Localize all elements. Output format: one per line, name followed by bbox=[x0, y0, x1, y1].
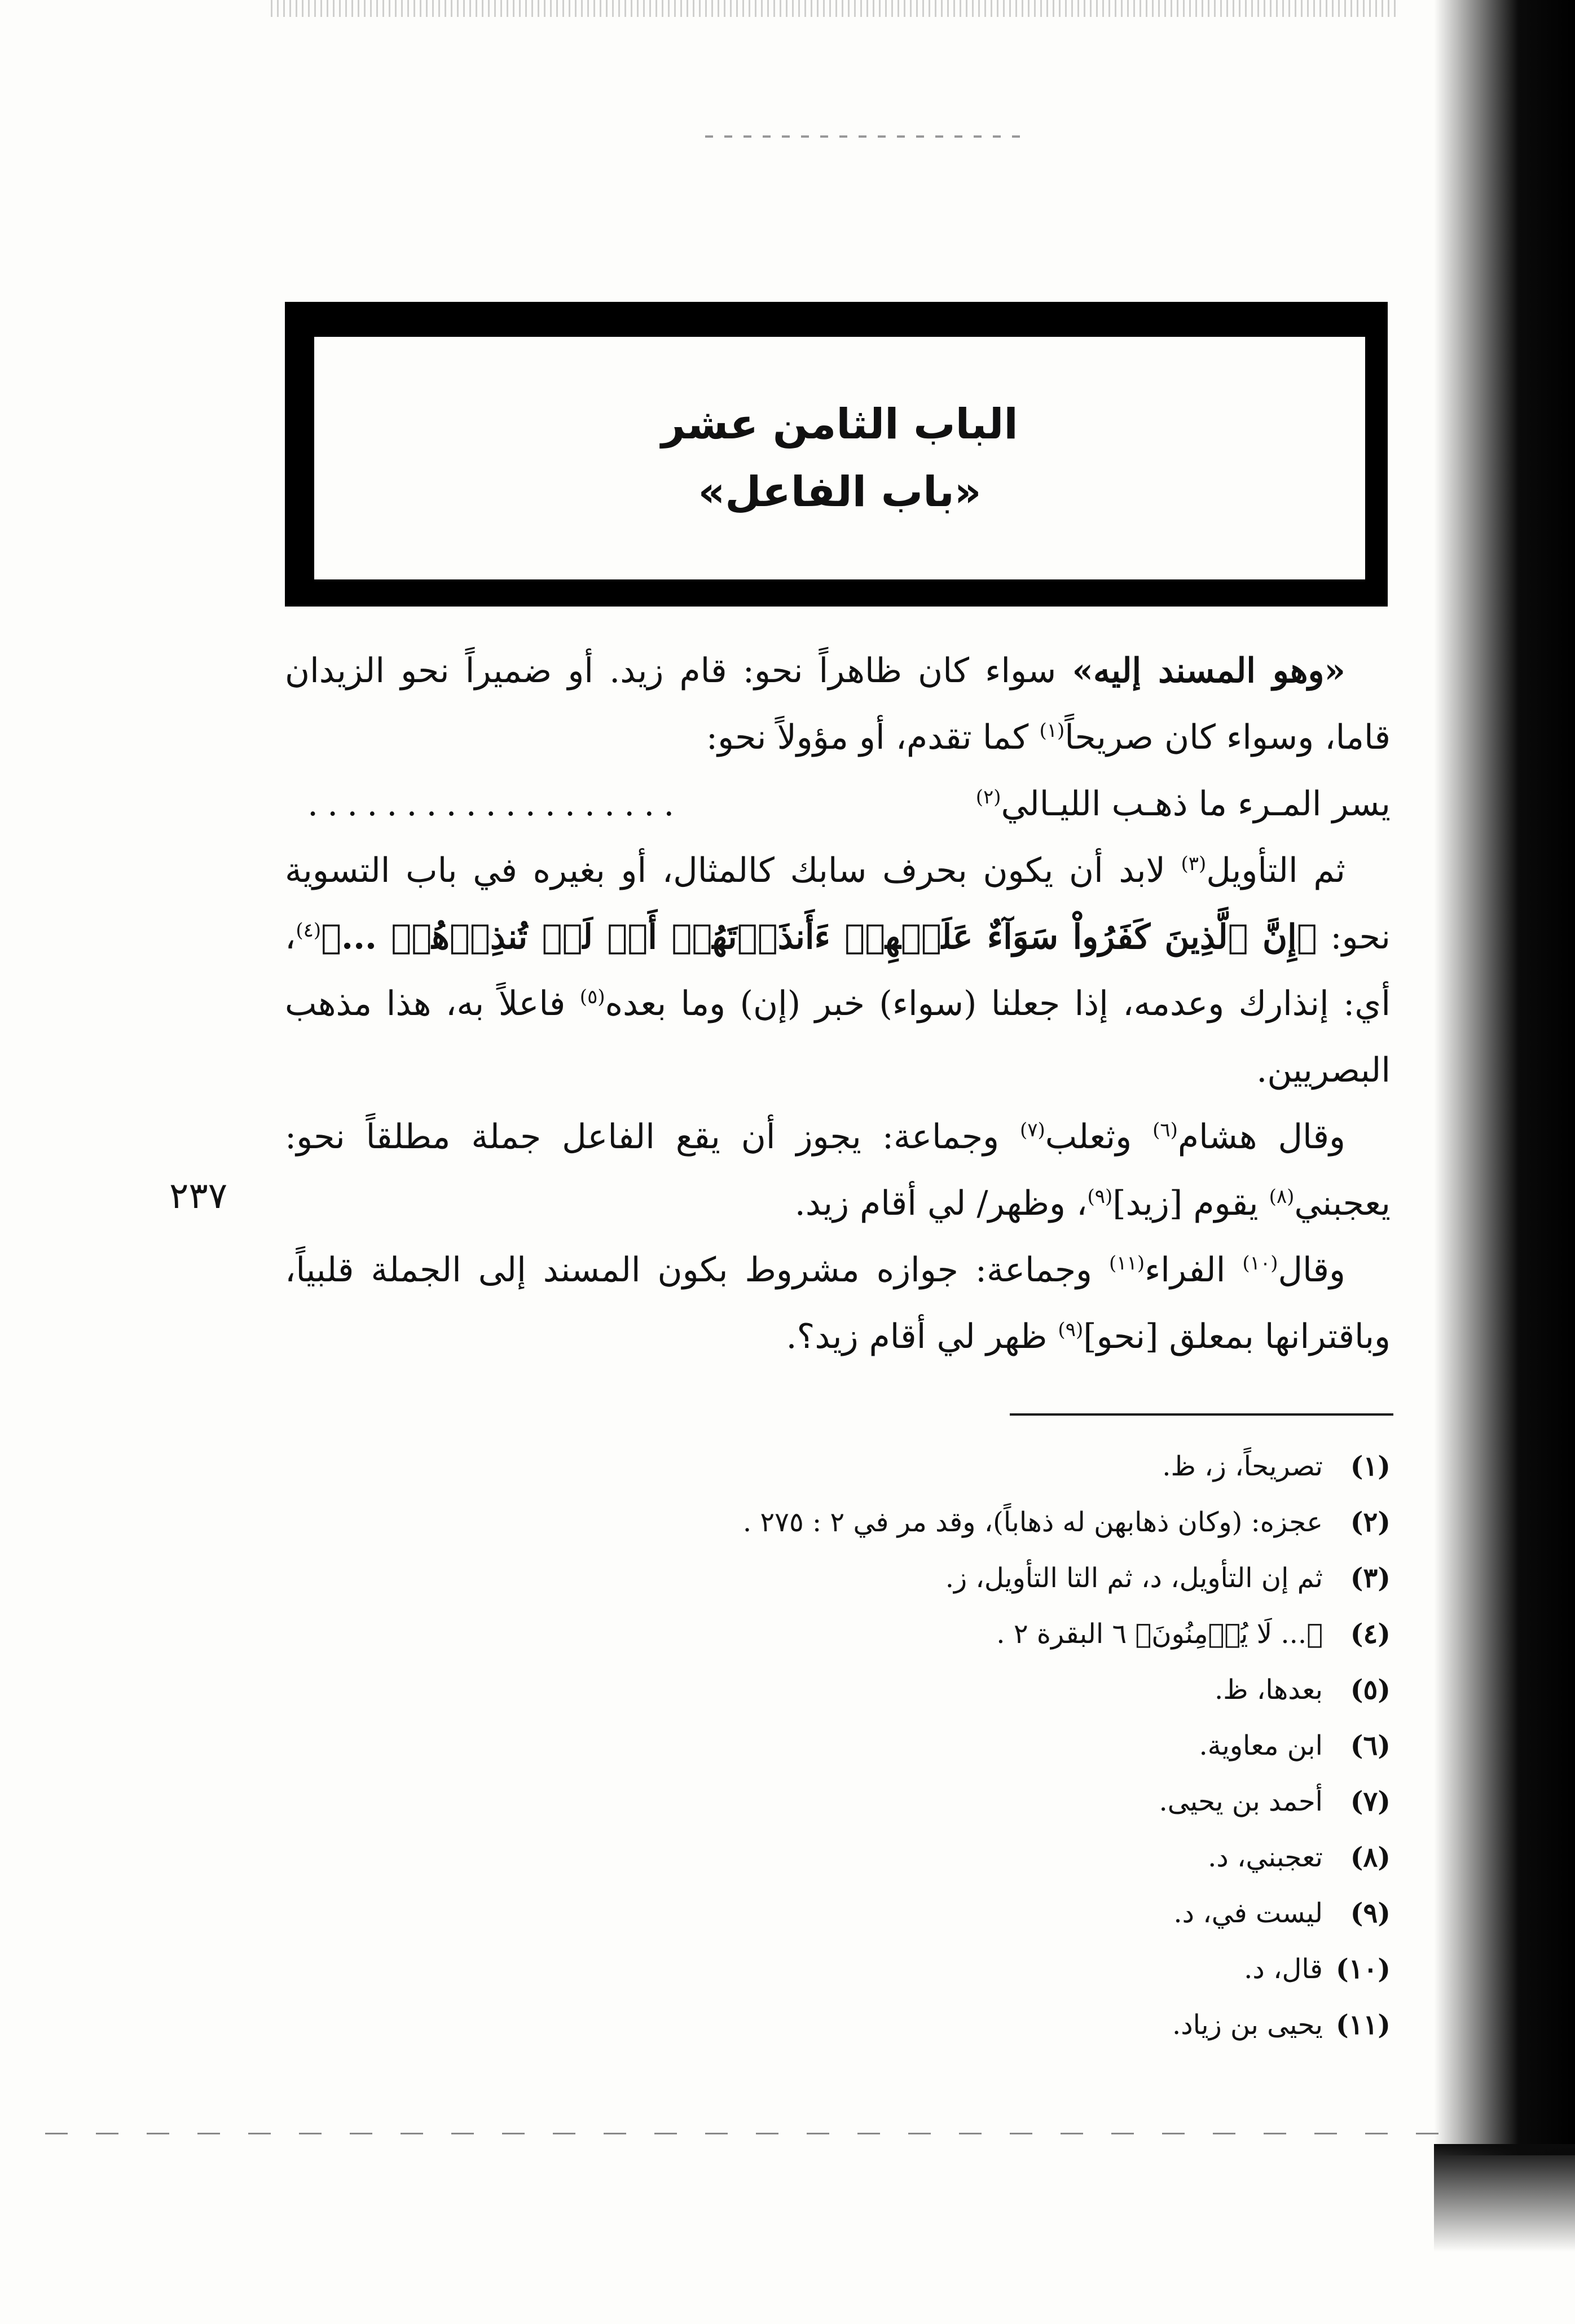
text-run: كما تقدم، أو مؤولاً نحو: bbox=[706, 718, 1040, 757]
footnote-text: قال، د. bbox=[1244, 1953, 1323, 1985]
footnote-ref: (٧) bbox=[1019, 1119, 1045, 1141]
text-run: ، أي: إنذارك وعدمه، إذا جعلنا (سواء) خبر (إن) وما بعده bbox=[285, 917, 1391, 1023]
footnote-text: بعدها، ظ. bbox=[1214, 1674, 1323, 1706]
footnote-item bbox=[285, 1662, 1391, 1718]
text-run: وقال هشام bbox=[1177, 1117, 1345, 1157]
footnote-divider bbox=[1010, 1413, 1393, 1416]
footnote-item bbox=[285, 1439, 1391, 1495]
footnote-ref: (٢) bbox=[975, 786, 1001, 809]
verse-line bbox=[285, 771, 1391, 837]
text-run: ظهر لي أقام زيد؟. bbox=[786, 1317, 1058, 1356]
footnote-text: عجزه: (وكان ذهابهن له ذهاباً)، وقد مر في ٢ : ٢٧٥ . bbox=[742, 1506, 1323, 1538]
footnote-ref: (١٠) bbox=[1242, 1252, 1278, 1275]
text-run: ثم التأويل bbox=[1206, 851, 1345, 890]
text-run: يقوم [زيد] bbox=[1112, 1184, 1269, 1223]
quran-quote: ﴿إِنَّ ٱلَّذِينَ كَفَرُواْ سَوَآءٌ عَلَيۡهِمۡ ءَأَنذَرۡتَهُمۡ أَمۡ لَمۡ تُنذِرۡهُمۡ ...﴾ bbox=[321, 917, 1317, 957]
footnote-ref: (٥) bbox=[579, 986, 605, 1008]
chapter-title-panel bbox=[312, 335, 1367, 582]
footnote-text: تعجبني، د. bbox=[1208, 1842, 1323, 1873]
footnote-text: ﴿... لَا يُؤۡمِنُونَ﴾ ٦ البقرة ٢ . bbox=[996, 1618, 1323, 1650]
chapter-title: الباب الثامن عشر bbox=[661, 400, 1018, 449]
binding-shadow-bottom bbox=[1434, 2144, 1575, 2324]
term-bold: «وهو المسند إليه» bbox=[1072, 651, 1345, 691]
footnote-number: (٥) bbox=[1350, 1674, 1391, 1706]
footnote-text: يحيى بن زياد. bbox=[1172, 2009, 1323, 2041]
scan-noise bbox=[271, 0, 1399, 17]
paragraph-3 bbox=[285, 1104, 1391, 1237]
footnote-number: (٦) bbox=[1350, 1730, 1391, 1761]
verse-ellipsis: ................... bbox=[307, 784, 684, 824]
chapter-title-frame bbox=[285, 302, 1388, 607]
verse-text: يسر المـرء ما ذهـب الليـالي bbox=[1001, 784, 1391, 824]
footnote-number: (٢) bbox=[1350, 1506, 1391, 1538]
footnote-ref: (٨) bbox=[1269, 1185, 1295, 1208]
footnote-item bbox=[285, 1997, 1391, 2053]
footnote-ref: (١١) bbox=[1109, 1252, 1145, 1275]
footnote-ref: (٩) bbox=[1087, 1185, 1113, 1208]
text-run: فاعلاً به، هذا مذهب البصريين. bbox=[285, 984, 1391, 1090]
footnote-ref: (٦) bbox=[1152, 1119, 1178, 1141]
footnote-text: ليست في، د. bbox=[1173, 1897, 1323, 1929]
footnote-ref: (٤) bbox=[296, 919, 322, 942]
binding-shadow bbox=[1434, 0, 1575, 2155]
footnote-item bbox=[285, 1495, 1391, 1550]
footnote-item bbox=[285, 1886, 1391, 1941]
verse-text-group bbox=[976, 771, 1391, 837]
footnote-number: (٩) bbox=[1350, 1897, 1391, 1929]
footnote-text: ابن معاوية. bbox=[1199, 1730, 1323, 1761]
footnote-text: أحمد بن يحيى. bbox=[1159, 1786, 1323, 1817]
footnote-ref: (١) bbox=[1039, 719, 1065, 742]
scan-mark-bottom bbox=[45, 2133, 1455, 2134]
footnotes bbox=[285, 1439, 1391, 2053]
footnote-number: (١) bbox=[1350, 1451, 1391, 1482]
footnote-item bbox=[285, 1718, 1391, 1774]
paragraph-4 bbox=[285, 1237, 1391, 1370]
footnote-number: (١٠) bbox=[1336, 1953, 1391, 1985]
page-number: ٢٣٧ bbox=[169, 1175, 228, 1217]
main-text bbox=[285, 638, 1391, 1370]
footnote-item bbox=[285, 1606, 1391, 1662]
text-run: سواء كان ظاهراً نحو: قام زيد. أو ضميراً نحو الزيدان قاما، وسواء كان صريحاً bbox=[285, 651, 1391, 757]
footnote-number: (٧) bbox=[1350, 1786, 1391, 1817]
text-run: وجماعة: جوازه مشروط بكون المسند إلى الجملة قلبياً، وباقترانها بمعلق [نحو] bbox=[285, 1250, 1391, 1356]
footnote-item bbox=[285, 1774, 1391, 1830]
scan-mark bbox=[705, 135, 1021, 138]
paragraph-2 bbox=[285, 837, 1391, 1104]
text-run: وثعلب bbox=[1045, 1117, 1153, 1157]
footnote-ref: (٣) bbox=[1181, 853, 1207, 875]
footnote-text: ثم إن التأويل، د، ثم التا التأويل، ز. bbox=[945, 1562, 1323, 1594]
footnote-number: (٤) bbox=[1350, 1618, 1391, 1650]
text-run: الفراء bbox=[1145, 1250, 1243, 1290]
text-run: وقال bbox=[1278, 1250, 1345, 1290]
text-run: ، وظهر/ لي أقام زيد. bbox=[794, 1184, 1088, 1223]
footnote-text: تصريحاً، ز، ظ. bbox=[1162, 1451, 1323, 1482]
footnote-number: (٣) bbox=[1350, 1562, 1391, 1594]
paragraph-1 bbox=[285, 638, 1391, 771]
footnote-item bbox=[285, 1941, 1391, 1997]
footnote-item bbox=[285, 1550, 1391, 1606]
footnote-ref: (٩) bbox=[1058, 1319, 1084, 1341]
text-run: لابد أن يكون بحرف سابك كالمثال، أو بغيره في باب التسوية نحو: bbox=[285, 851, 1391, 957]
footnote-number: (١١) bbox=[1336, 2009, 1391, 2041]
text-run: وجماعة: يجوز أن يقع الفاعل جملة مطلقاً نحو: يعجبني bbox=[285, 1117, 1391, 1223]
chapter-subtitle: «باب الفاعل» bbox=[698, 468, 982, 516]
footnote-number: (٨) bbox=[1350, 1842, 1391, 1873]
footnote-item bbox=[285, 1830, 1391, 1886]
